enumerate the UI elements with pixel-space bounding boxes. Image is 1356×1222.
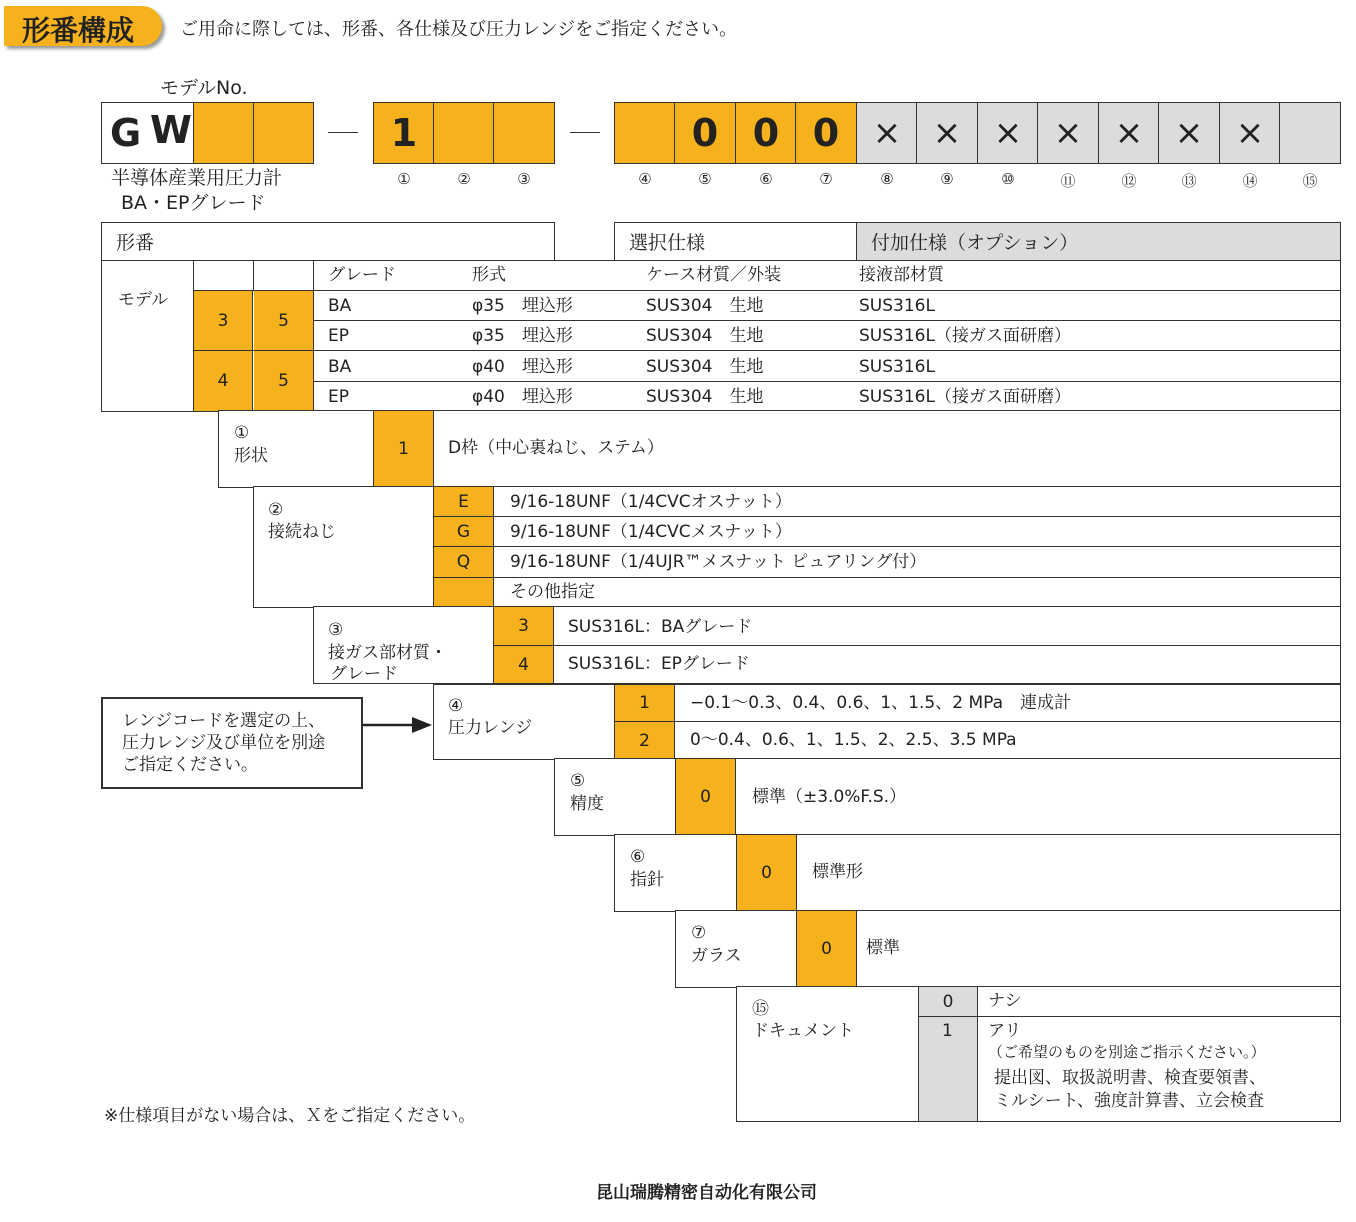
s2-label: 接続ねじ [268,522,336,542]
s15-line1: 提出図、取扱説明書、検査要領書、 [994,1068,1266,1088]
dash-2 [570,132,600,133]
title-badge [4,6,162,46]
box-pos-8: × [856,102,918,164]
row4-case: SUS304 生地 [646,387,764,407]
s3-num: ③ [328,620,344,640]
callout-line2: 圧力レンジ及び単位を別途 [122,733,326,753]
section-glass [675,910,1341,988]
s2-code-other [434,578,493,607]
row2-form: φ35 埋込形 [472,326,573,346]
box-pos-12: × [1098,102,1160,164]
box-pos-7: 0 [795,102,857,164]
s7-code: 0 [796,911,857,987]
s1-code: 1 [373,411,434,487]
s1-num: ① [234,423,250,443]
lead-text: ご用命に際しては、形番、各仕様及び圧力レンジをご指定ください。 [180,19,738,40]
s5-desc: 標準（±3.0%F.S.） [752,787,907,807]
pos-num: ① [397,170,411,188]
header-option [856,222,1341,262]
s4-code-2: 2 [615,722,674,759]
s2-code-e: E [434,487,493,516]
row4-form: φ40 埋込形 [472,387,573,407]
pos-num: ⑥ [759,170,773,188]
s7-num: ⑦ [691,923,707,943]
header-select [614,222,858,262]
s15-num: ⑮ [752,999,769,1019]
s3-desc-3: SUS316L：BAグレード [568,617,753,637]
s5-num: ⑤ [570,771,586,791]
product-desc-line1: 半導体産業用圧力計 [111,167,283,189]
pos-num: ⑦ [819,170,833,188]
row1-grade: BA [328,296,352,316]
row1-wetted: SUS316L [859,296,935,316]
pos-num: ③ [517,170,531,188]
pos-num: ⑫ [1121,172,1137,190]
box-pos-15 [1279,102,1341,164]
box-pos-5: 0 [674,102,736,164]
pos-num: ⑮ [1302,172,1318,190]
header-katashiki-label: 形番 [116,232,155,254]
s4-desc-1: −0.1〜0.3、0.4、0.6、1、1.5、2 MPa 連成計 [690,693,1072,713]
s3-code-3: 3 [494,607,553,645]
s7-label: ガラス [691,946,742,966]
row2-wetted: SUS316L（接ガス面研磨） [859,326,1071,346]
row3-case: SUS304 生地 [646,357,764,377]
pos-num: ⑨ [940,170,954,188]
box-pos-3 [493,102,555,164]
col-form: 形式 [472,265,506,285]
s3-desc-4: SUS316L：EPグレード [568,654,750,674]
section-accuracy [554,758,1341,836]
row3-wetted: SUS316L [859,357,935,377]
model-code-3: 3 [194,291,253,350]
pos-num: ⑪ [1060,172,1076,190]
callout-line1: レンジコードを選定の上、 [122,711,326,731]
header-select-label: 選択仕様 [629,232,706,254]
range-callout [101,697,363,789]
s3-code-4: 4 [494,646,553,683]
model-no-label: モデルNo. [160,77,248,99]
box-pos-14: × [1219,102,1281,164]
box-pos-4 [614,102,676,164]
model-code-4: 4 [194,351,253,411]
box-pos-11: × [1037,102,1099,164]
s5-label: 精度 [570,794,604,814]
section-thread [253,486,1341,608]
s6-code: 0 [736,835,797,911]
s2-code-g: G [434,517,493,546]
arrow-right-icon [362,714,434,736]
callout-line3: ご指定ください。 [122,755,258,775]
product-desc-line2: BA・EPグレード [121,192,266,214]
s4-label: 圧力レンジ [448,718,533,738]
s15-note: （ご希望のものを別途ご指示ください。） [988,1043,1266,1061]
s1-label: 形状 [234,446,268,466]
s15-desc-0: ナシ [988,991,1022,1011]
header-option-label: 付加仕様（オプション） [871,232,1079,254]
s15-label: ドキュメント [752,1021,854,1041]
box-pos-2 [433,102,495,164]
model-code-5a: 5 [254,291,313,350]
s5-code: 0 [675,759,736,835]
s15-desc-1: アリ [988,1021,1022,1041]
s4-code-1: 1 [615,685,674,721]
s6-label: 指針 [630,870,664,890]
box-w: W [150,108,192,152]
row4-wetted: SUS316L（接ガス面研磨） [859,387,1071,407]
pos-num: ⑭ [1242,172,1258,190]
pos-num: ⑧ [880,170,894,188]
s2-desc-other: その他指定 [510,582,595,602]
row2-case: SUS304 生地 [646,326,764,346]
row1-form: φ35 埋込形 [472,296,573,316]
s7-desc: 標準 [866,938,900,958]
row3-form: φ40 埋込形 [472,357,573,377]
row2-grade: EP [328,326,349,346]
box-pos-6: 0 [735,102,797,164]
box-model-2 [253,102,314,164]
box-model-1 [193,102,255,164]
s2-desc-q: 9/16-18UNF（1/4UJR™メスナット ピュアリング付） [510,552,927,572]
s3-label1: 接ガス部材質・ [328,643,447,663]
box-pos-1: 1 [373,102,435,164]
box-pos-13: × [1158,102,1220,164]
s2-code-q: Q [434,547,493,577]
row3-grade: BA [328,357,352,377]
col-case: ケース材質／外装 [646,265,782,285]
row1-case: SUS304 生地 [646,296,764,316]
footnote: ※仕様項目がない場合は、Ｘをご指定ください。 [104,1106,476,1126]
s4-num: ④ [448,696,464,716]
header-katashiki [101,222,555,262]
pos-num: ④ [638,170,652,188]
model-code-5b: 5 [254,351,313,411]
s4-desc-2: 0〜0.4、0.6、1、1.5、2、2.5、3.5 MPa [690,730,1017,750]
s15-code-1: 1 [942,1021,953,1041]
s6-desc: 標準形 [812,862,863,882]
section-pointer [614,834,1341,912]
company-name: 昆山瑞腾精密自动化有限公司 [596,1183,817,1203]
s2-num: ② [268,500,284,520]
box-g: G [101,102,194,164]
col-grade: グレード [328,265,396,285]
s1-desc: D枠（中心裏ねじ、ステム） [448,438,664,458]
dash-1 [328,132,358,133]
pos-num: ② [457,170,471,188]
s15-line2: ミルシート、強度計算書、立会検査 [994,1091,1265,1111]
s15-code-0: 0 [918,987,978,1016]
pos-num: ⑬ [1181,172,1197,190]
page-title: 形番構成 [22,14,135,47]
s2-desc-e: 9/16-18UNF（1/4CVCオスナット） [510,492,792,512]
pos-num: ⑤ [698,170,712,188]
box-pos-10: × [977,102,1039,164]
s6-num: ⑥ [630,847,646,867]
model-label: モデル [118,290,169,310]
box-pos-9: × [916,102,978,164]
row4-grade: EP [328,387,349,407]
pos-num: ⑩ [1001,170,1015,188]
s3-label2: グレード [330,664,398,684]
s2-desc-g: 9/16-18UNF（1/4CVCメスナット） [510,522,792,542]
col-wetted: 接液部材質 [859,265,944,285]
